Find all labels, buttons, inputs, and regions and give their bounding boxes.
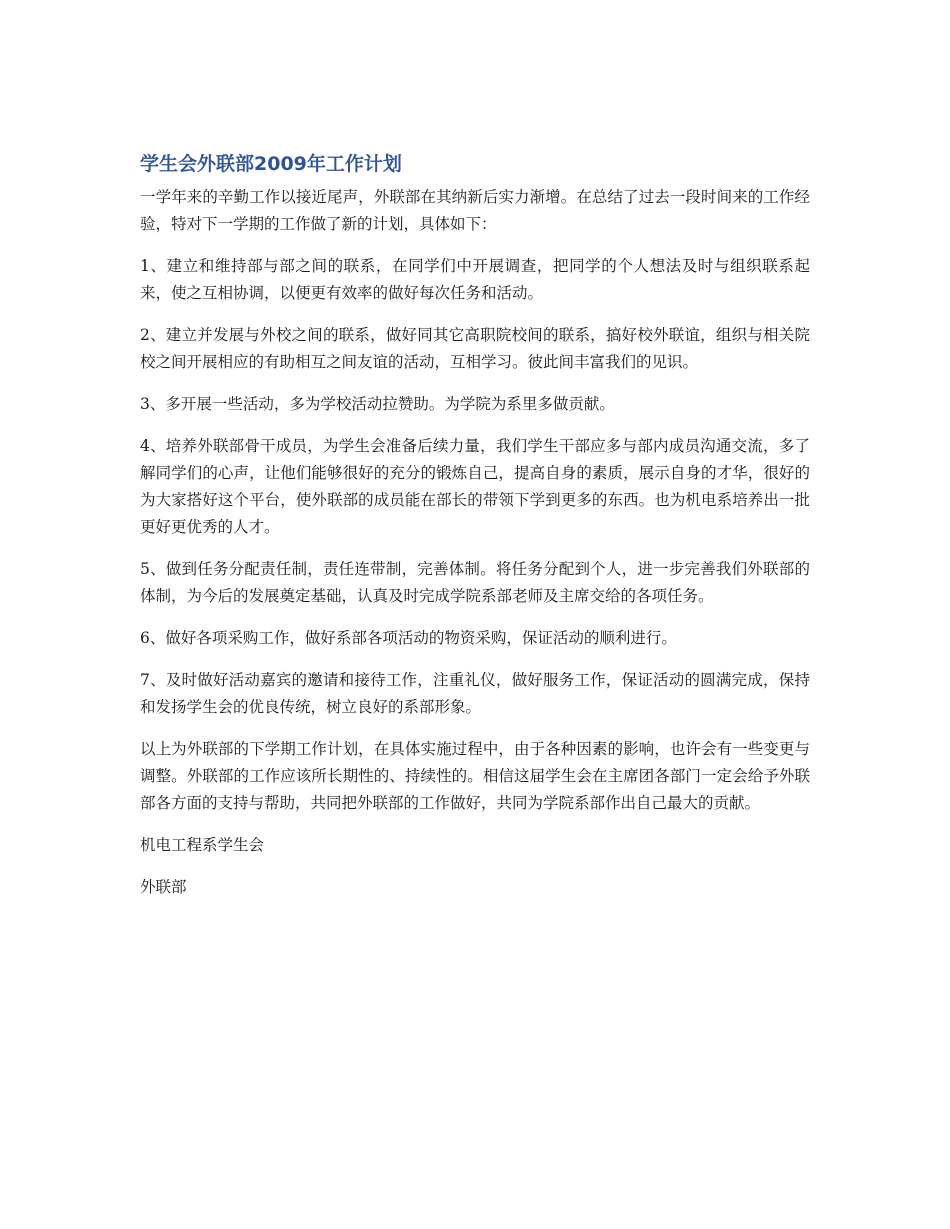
document-page — [140, 150, 810, 916]
plan-item-2: 2、建立并发展与外校之间的联系，做好同其它高职院校间的联系，搞好校外联谊，组织与相关院校之间开展相应的有助相互之间友谊的活动，互相学习。彼此间丰富我们的见识。 — [140, 326, 810, 371]
intro-paragraph: 一学年来的辛勤工作以接近尾声，外联部在其纳新后实力渐增。在总结了过去一段时间来的工作经验，特对下一学期的工作做了新的计划，具体如下： — [140, 188, 810, 233]
plan-item-6: 6、做好各项采购工作，做好系部各项活动的物资采购，保证活动的顺利进行。 — [140, 629, 677, 647]
plan-item-7: 7、及时做好活动嘉宾的邀请和接待工作，注重礼仪，做好服务工作，保证活动的圆满完成，保持和发扬学生会的优良传统，树立良好的系部形象。 — [140, 671, 810, 716]
conclusion-paragraph: 以上为外联部的下学期工作计划，在具体实施过程中，由于各种因素的影响，也许会有一些变更与调整。外联部的工作应该所长期性的、持续性的。相信这届学生会在主席团各部门一定会给予外联部各方面的支持与帮助，共同把外联部的工作做好，共同为学院系部作出自己最大的贡献。 — [140, 740, 810, 812]
document-title: 学生会外联部2009年工作计划 — [140, 153, 402, 175]
plan-item-4: 4、培养外联部骨干成员，为学生会准备后续力量，我们学生干部应多与部内成员沟通交流，多了解同学们的心声，让他们能够很好的充分的锻炼自己，提高自身的素质，展示自身的才华，很好的为大家搭好这个平台，使外联部的成员能在部长的带领下学到更多的东西。也为机电系培养出一批更好更优秀的人才。 — [140, 437, 810, 536]
signature-organization: 机电工程系学生会 — [140, 836, 265, 854]
plan-item-3: 3、多开展一些活动，多为学校活动拉赞助。为学院为系里多做贡献。 — [140, 395, 615, 413]
signature-department: 外联部 — [140, 878, 187, 896]
plan-item-5: 5、做到任务分配责任制，责任连带制，完善体制。将任务分配到个人，进一步完善我们外联部的体制，为今后的发展奠定基础，认真及时完成学院系部老师及主席交给的各项任务。 — [140, 560, 810, 605]
plan-item-1: 1、建立和维持部与部之间的联系，在同学们中开展调查，把同学的个人想法及时与组织联系起来，使之互相协调，以便更有效率的做好每次任务和活动。 — [140, 257, 810, 302]
